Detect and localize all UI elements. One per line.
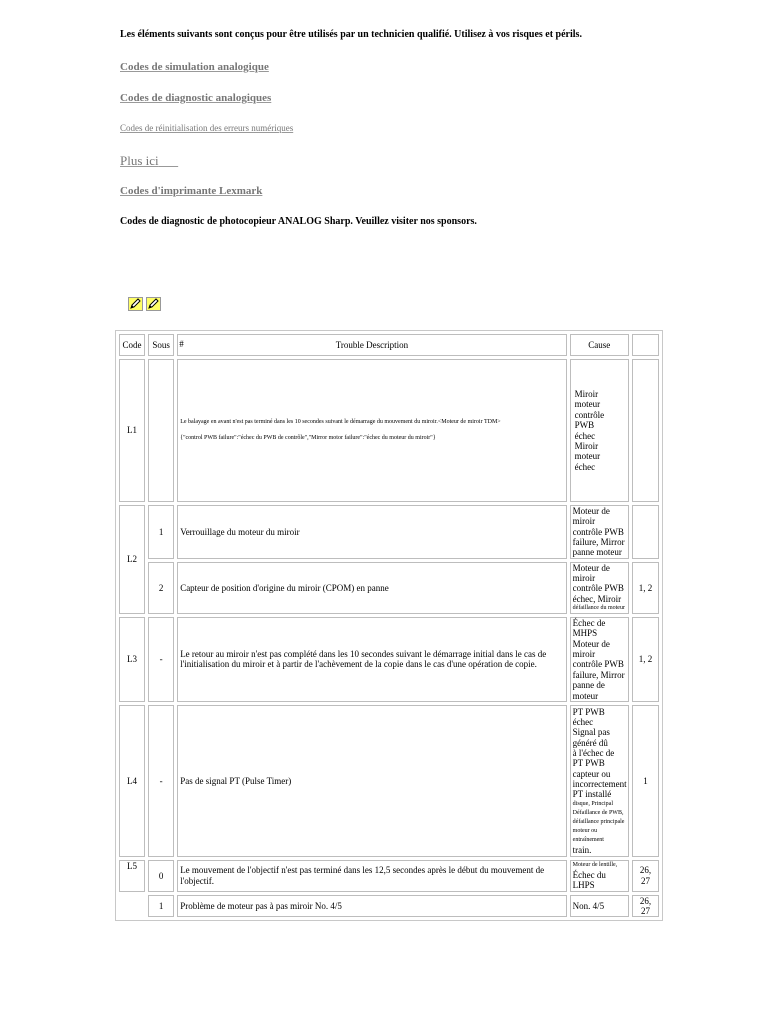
table-header-row (119, 334, 659, 356)
cause-line: Moteur de miroir (572, 638, 610, 660)
cause-line: Défaillance de PWB, (572, 809, 624, 816)
header-ref (632, 334, 659, 356)
sous-cell: 2 (148, 562, 174, 614)
table-row (119, 359, 659, 502)
sous-cell: 1 (148, 895, 174, 918)
cause-line: défaillance du moteur (572, 605, 625, 612)
description-text: Le balayage en avant n'est pas terminé dans les 10 secondes suivant le démarrage du mouvement du miroir.<Moteur de miroir TDM> (180, 418, 501, 425)
description-cell: Le retour au miroir n'est pas complété dans les 10 secondes suivant le démarrage initial dans le cas de l'initialisation du miroir et à partir de l'achèvement de la copie dans le cas d'une opération de copie. (177, 617, 566, 702)
cause-cell (570, 617, 629, 702)
cause-line: panne de moteur (572, 680, 605, 701)
cause-cell: Non. 4/5 (570, 895, 629, 918)
link-simulation-codes[interactable]: Codes de simulation analogique (120, 61, 269, 73)
header-sous: Sous (148, 334, 174, 356)
cause-line: disque, Principal (572, 800, 613, 807)
ref-cell: 1, 2 (632, 617, 659, 702)
description-cell (177, 359, 566, 502)
cause-line: échec, Miroir (572, 593, 622, 604)
sous-cell: 0 (148, 860, 174, 892)
cause-line: PT PWB (572, 706, 605, 717)
cause-cell (570, 705, 629, 857)
ref-cell: 1, 2 (632, 562, 659, 614)
header-trouble-description: Trouble Description (335, 339, 409, 350)
link-lexmark-codes[interactable]: Codes d'imprimante Lexmark (120, 185, 263, 197)
description-cell: Capteur de position d'origine du miroir (CPOM) en panne (177, 562, 566, 614)
cause-line: moteur (574, 451, 601, 462)
cause-line: failure, Mirror (572, 537, 625, 548)
cause-line: échec (574, 461, 596, 472)
cause-line: échec (574, 430, 596, 441)
cause-line: défaillance principale (572, 818, 625, 825)
code-cell: L4 (119, 705, 145, 857)
cause-line: généré dû (572, 737, 608, 748)
cause-line: à l'échec de (572, 748, 615, 758)
icon-group (128, 297, 161, 311)
cause-line: failure, Mirror (572, 669, 625, 680)
cause-line: capteur ou (572, 768, 611, 779)
description-cell: Le mouvement de l'objectif n'est pas terminé dans les 12,5 secondes après le début du mouvement de l'objectif. (177, 860, 566, 892)
cause-line: moteur (574, 399, 601, 410)
sous-cell: - (148, 705, 174, 857)
sous-cell: 1 (148, 505, 174, 559)
table-row (119, 895, 659, 918)
cause-line: Miroir (574, 389, 599, 400)
sponsors-text: Codes de diagnostic de photocopieur ANALOG Sharp. Veuillez visiter nos sponsors. (120, 216, 477, 227)
cause-cell (570, 505, 629, 559)
cause-line: contrôle PWB (572, 526, 624, 537)
cause-line: PT PWB (572, 758, 605, 769)
cause-line: incorrectement (572, 779, 627, 790)
code-cell (119, 895, 145, 918)
description-cell: Problème de moteur pas à pas miroir No. 4/5 (177, 895, 566, 918)
cause-line: Moteur de miroir (572, 506, 610, 527)
cause-line: contrôle (574, 409, 605, 420)
pencil-icon[interactable] (128, 297, 143, 311)
cause-line: Échec du LHPS (572, 869, 606, 891)
ref-cell: 1 (632, 705, 659, 857)
sous-cell: - (148, 617, 174, 702)
ref-cell (632, 505, 659, 559)
cause-cell (570, 860, 629, 892)
description-note: {"control PWB failure":"échec du PWB de contrôle","Mirror motor failure":"échec du moteur du miroir"} (180, 434, 436, 441)
cause-line: Signal pas (572, 727, 610, 738)
cause-cell (570, 359, 629, 502)
ref-cell (632, 359, 659, 502)
table-row (119, 562, 659, 614)
cause-line: PT installé (572, 789, 612, 800)
table-row (119, 505, 659, 559)
ref-cell: 26, 27 (632, 895, 659, 918)
header-number: # (179, 339, 184, 349)
link-reset-codes[interactable]: Codes de réinitialisation des erreurs numériques (120, 123, 294, 133)
cause-line: Échec de MHPS (572, 618, 606, 639)
code-cell: L2 (119, 505, 145, 614)
cause-line: Moteur de lentille, (572, 861, 618, 868)
cause-line: Moteur de miroir (572, 562, 610, 584)
table-row (119, 617, 659, 702)
header-cause: Cause (570, 334, 629, 356)
table-row (119, 860, 659, 892)
pencil-icon[interactable] (146, 297, 161, 311)
description-cell: Pas de signal PT (Pulse Timer) (177, 705, 566, 857)
cause-line: contrôle PWB (572, 583, 624, 594)
header-code: Code (119, 334, 145, 356)
code-cell: L3 (119, 617, 145, 702)
cause-cell (570, 562, 629, 614)
header-description (177, 334, 566, 356)
link-more-here[interactable]: Plus ici (120, 153, 159, 168)
cause-line: Miroir (574, 440, 599, 451)
cause-line: échec (572, 716, 594, 727)
ref-cell: 26, 27 (632, 860, 659, 892)
code-cell: L5 (119, 860, 145, 892)
trouble-codes-table (115, 330, 663, 921)
sous-cell (148, 359, 174, 502)
intro-text: Les éléments suivants sont conçus pour être utilisés par un technicien qualifié. Utilisez à vos risques et périls. (120, 29, 582, 40)
description-cell: Verrouillage du moteur du miroir (177, 505, 566, 559)
link-diagnostic-codes[interactable]: Codes de diagnostic analogiques (120, 92, 272, 104)
cause-line: train. (572, 844, 592, 855)
cause-line: PWB (574, 420, 595, 431)
cause-line: panne moteur (572, 547, 622, 558)
cause-line: moteur ou entraînement (572, 827, 604, 843)
cause-line: contrôle PWB (572, 659, 624, 670)
code-cell: L1 (119, 359, 145, 502)
table-row (119, 705, 659, 857)
